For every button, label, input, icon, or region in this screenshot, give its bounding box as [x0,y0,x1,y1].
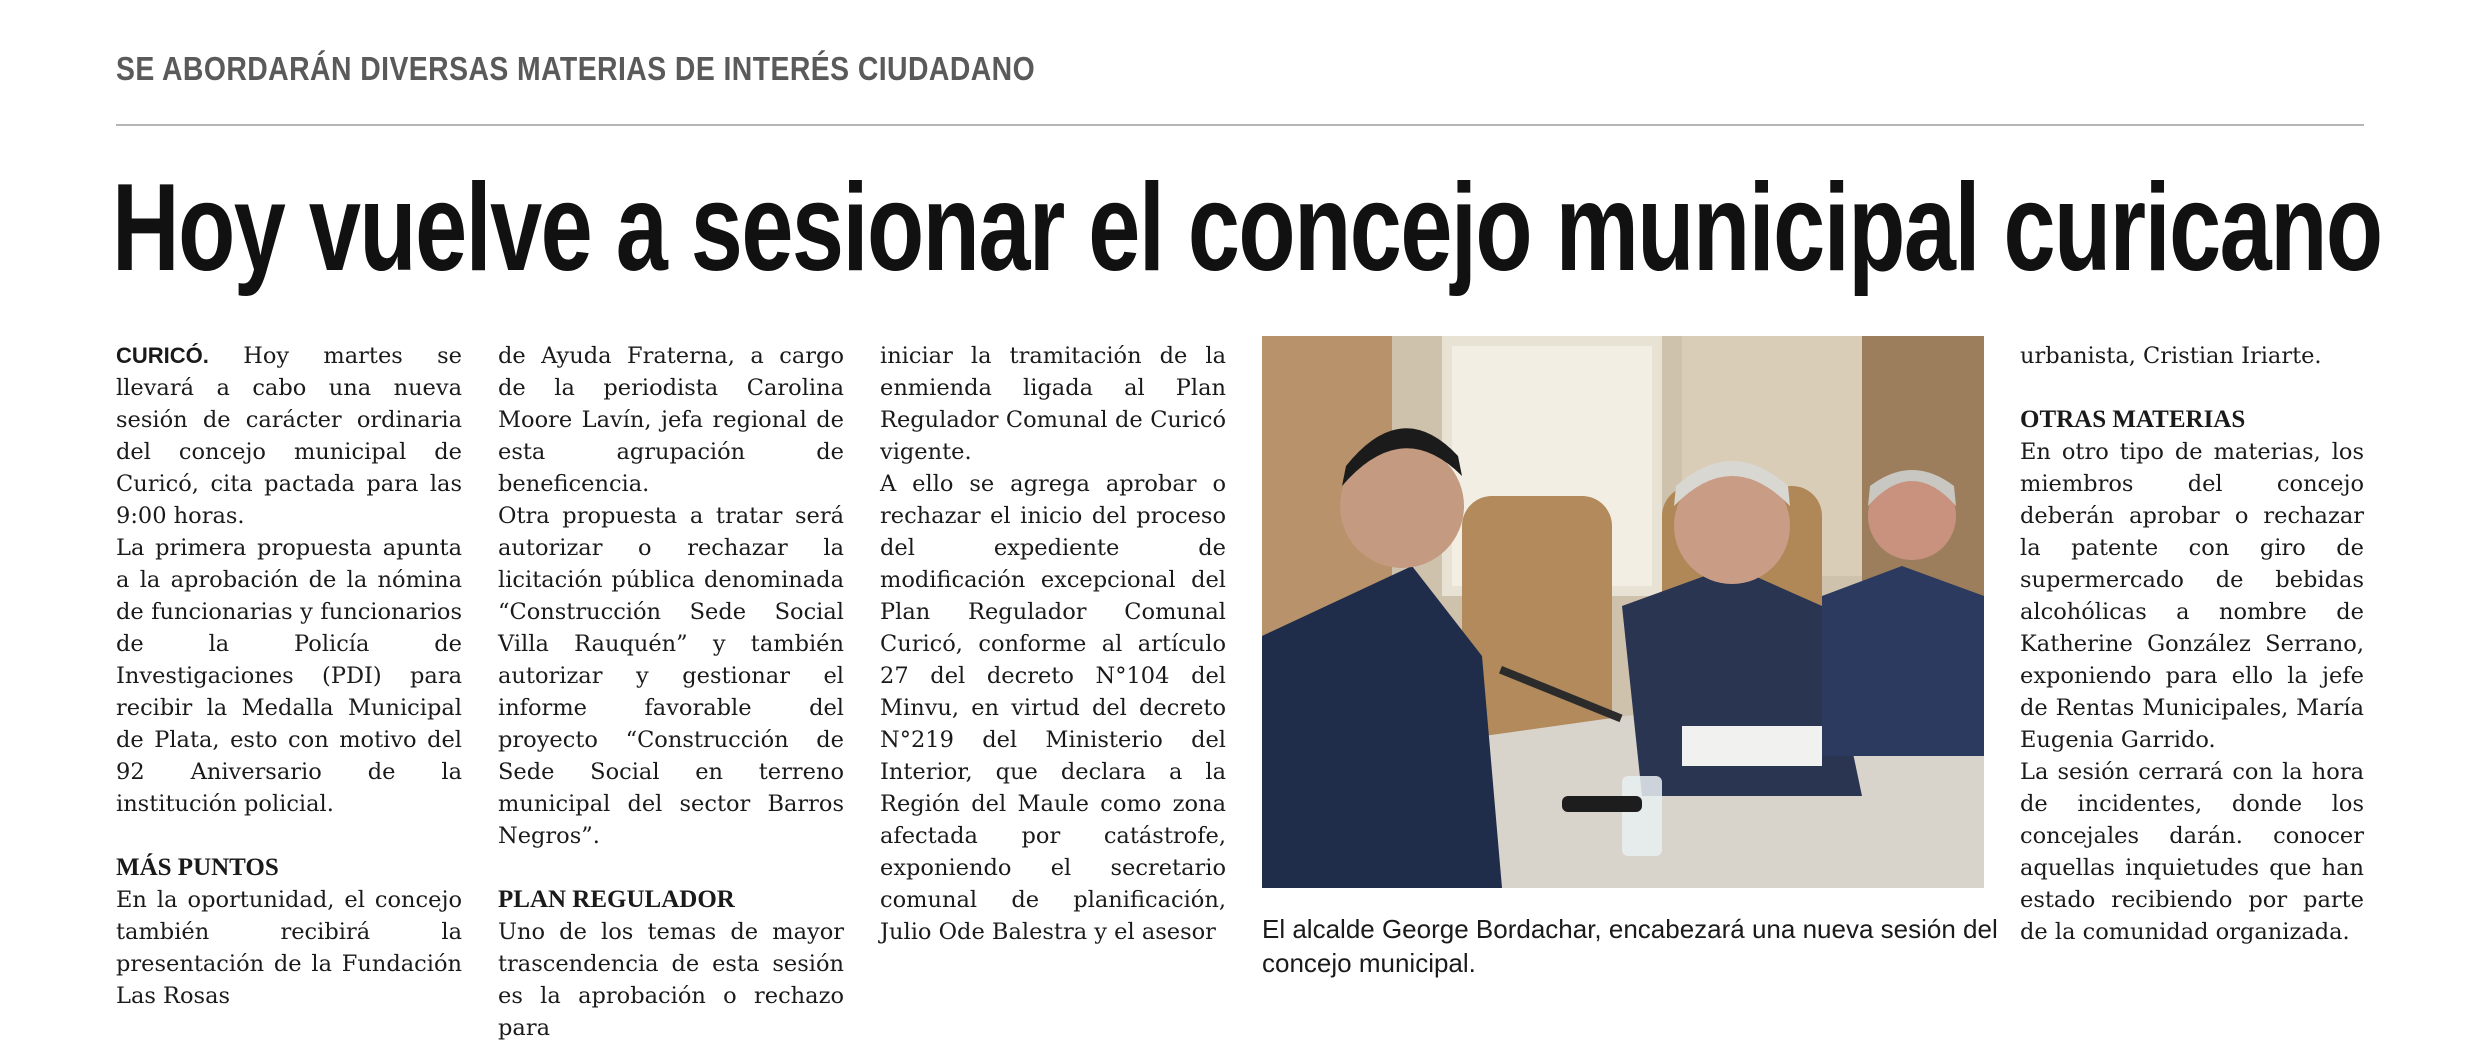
paragraph-text: Hoy martes se llevará a cabo una nueva sesión de carácter ordinaria del concejo municipal de Curicó, cita pactada para las 9:00 horas. [116,343,462,529]
photo-caption: El alcalde George Bordachar, encabezará una nueva sesión del concejo municipal. [1262,914,1998,978]
subhead: MÁS PUNTOS [116,854,279,881]
article-column-3 [880,340,1226,948]
paragraph [116,340,462,532]
paragraph: iniciar la tramitación de la enmienda ligada al Plan Regulador Comunal de Curicó vigente. [880,343,1226,465]
subhead: PLAN REGULADOR [498,886,735,913]
subhead: OTRAS MATERIAS [2020,406,2246,433]
paragraph: Otra propuesta a tratar será autorizar o rechazar la licitación pública denominada “Construcción Sede Social Villa Rauquén” y también autorizar y gestionar el informe favorable del proyecto “Construcción de Sede Social en terreno municipal del sector Barros Negros”. [498,503,844,849]
divider [116,124,2364,126]
paragraph: urbanista, Cristian Iriarte. [2020,343,2322,369]
headline: Hoy vuelve a sesionar el concejo municipal curicano [112,159,2382,297]
kicker: SE ABORDARÁN DIVERSAS MATERIAS DE INTERÉS CIUDADANO [116,50,1036,87]
paragraph: La primera propuesta apunta a la aprobación de la nómina de funcionarias y funcionarios de la Policía de Investigaciones (PDI) para recibir la Medalla Municipal de Plata, esto con motivo del 92 Aniversario de la institución policial. [116,535,462,817]
paragraph: de Ayuda Fraterna, a cargo de la periodista Carolina Moore Lavín, jefa regional de esta agrupación de beneficencia. [498,343,844,497]
paragraph: En la oportunidad, el concejo también recibirá la presentación de la Fundación Las Rosas [116,887,462,1009]
article-column-1 [116,340,462,1012]
news-photo [1262,336,1984,888]
paragraph: La sesión cerrará con la hora de incidentes, donde los concejales darán. conocer aquellas inquietudes que han estado recibiendo por parte de la comunidad organizada. [2020,759,2364,945]
paragraph: Uno de los temas de mayor trascendencia de esta sesión es la aprobación o rechazo para [498,919,844,1041]
paragraph: A ello se agrega aprobar o rechazar el inicio del proceso del expediente de modificación excepcional del Plan Regulador Comunal Curicó, conforme al artículo 27 del decreto N°104 del Minvu, en virtud del decreto N°219 del Ministerio del Interior, que declara a la Región del Maule como zona afectada por catástrofe, exponiendo el secretario comunal de planificación, Julio Ode Balestra y el asesor [880,471,1226,945]
dateline: CURICÓ. [116,343,209,368]
paragraph: En otro tipo de materias, los miembros del concejo deberán aprobar o rechazar la patente con giro de supermercado de bebidas alcohólicas a nombre de Katherine González Serrano, exponiendo para ello la jefe de Rentas Municipales, María Eugenia Garrido. [2020,439,2364,753]
article-column-5 [2020,340,2364,948]
article-column-2 [498,340,844,1044]
